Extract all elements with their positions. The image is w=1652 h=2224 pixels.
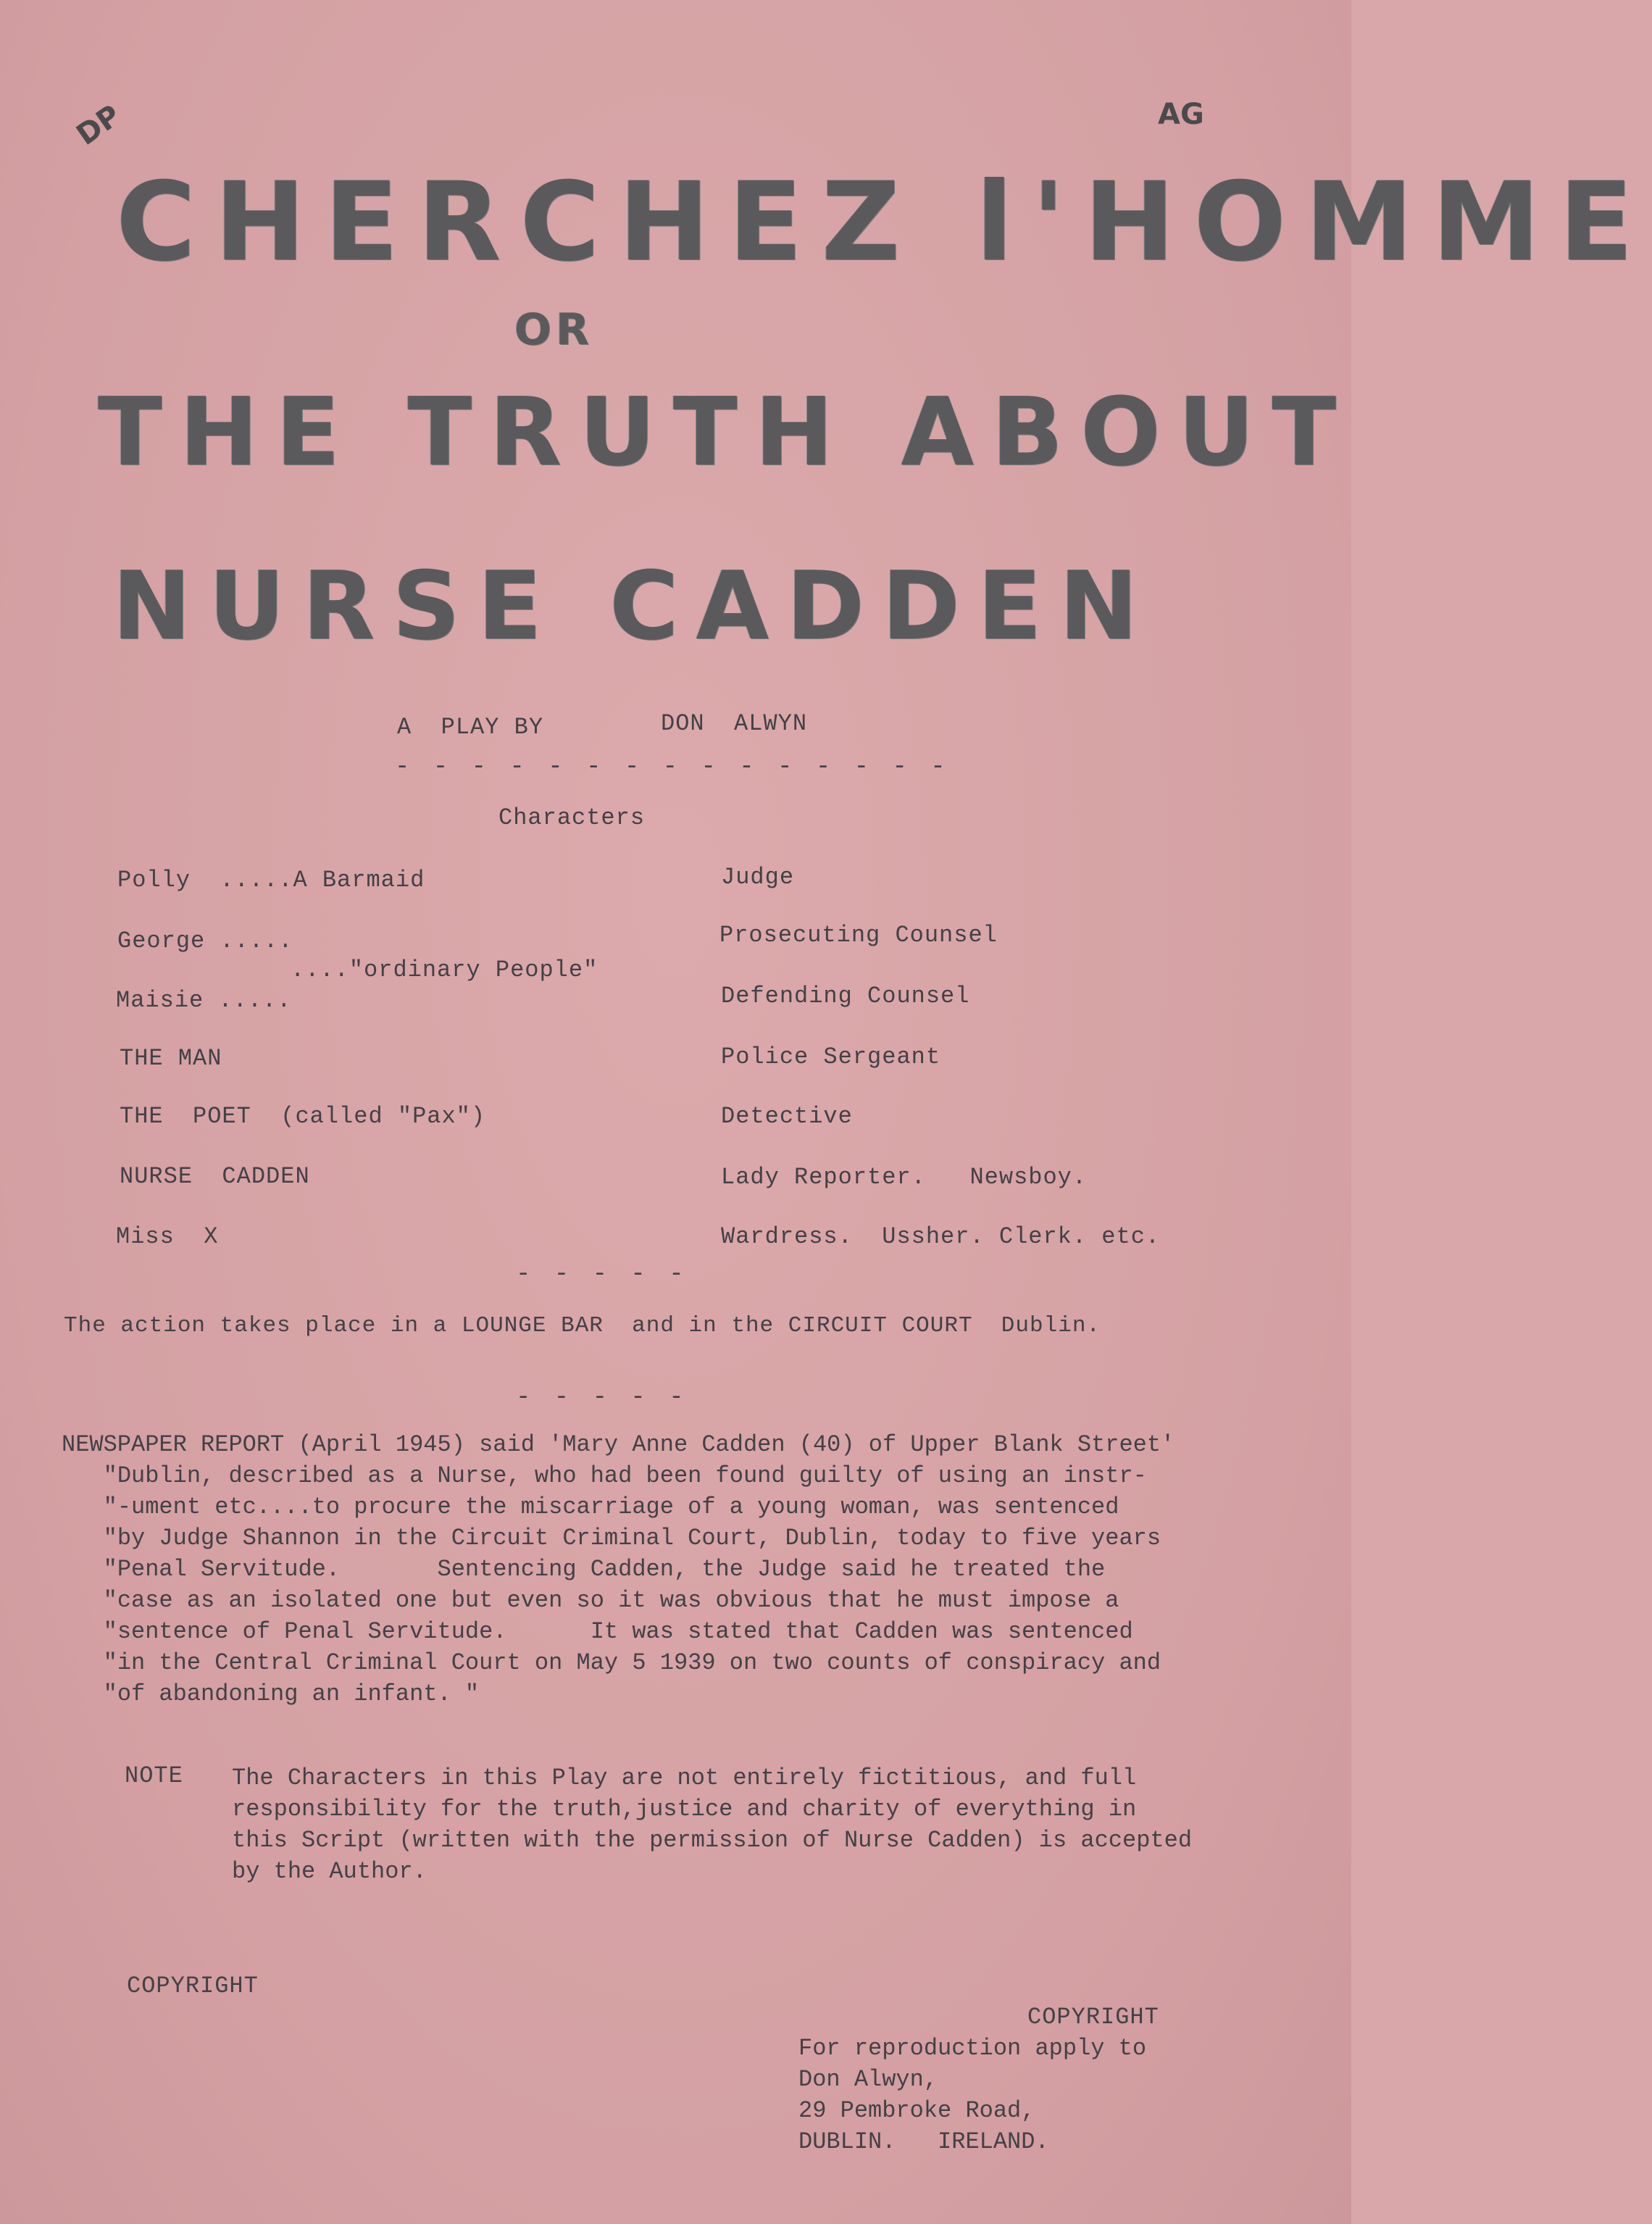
character-defending-counsel: Defending Counsel (721, 983, 970, 1009)
character-the-poet: THE POET (called "Pax") (120, 1103, 486, 1130)
address-line: For reproduction apply to (798, 2035, 1147, 2062)
report-line: NEWSPAPER REPORT (April 1945) said 'Mary Anne Cadden (40) of Upper Blank Street' (62, 1431, 1175, 1458)
character-prosecuting-counsel: Prosecuting Counsel (719, 922, 998, 949)
report-line: "case as an isolated one but even so it was obvious that he must impose a (62, 1587, 1119, 1614)
report-line: "in the Central Criminal Court on May 5 1939 on two counts of conspiracy and (62, 1649, 1161, 1676)
character-lady-reporter-newsboy: Lady Reporter. Newsboy. (721, 1164, 1088, 1191)
character-wardress-ussher-clerk: Wardress. Ussher. Clerk. etc. (721, 1223, 1161, 1250)
report-line: "of abandoning an infant. " (62, 1681, 480, 1707)
corner-mark-left: DP (70, 99, 128, 152)
note-line: The Characters in this Play are not entirely fictitious, and full (232, 1765, 1137, 1791)
report-line: "Dublin, described as a Nurse, who had been found guilty of using an instr- (62, 1462, 1147, 1489)
address-line: 29 Pembroke Road, (798, 2097, 1035, 2124)
character-police-sergeant: Police Sergeant (721, 1044, 941, 1070)
report-line: "-ument etc....to procure the miscarriage of a young woman, was sentenced (62, 1494, 1119, 1520)
action-setting: The action takes place in a LOUNGE BAR and in the CIRCUIT COURT Dublin. (64, 1313, 1101, 1338)
address-line: DUBLIN. IRELAND. (798, 2128, 1049, 2155)
rule-under-byline: - - - - - - - - - - - - - - - (395, 754, 950, 781)
report-line: "by Judge Shannon in the Circuit Criminal Court, Dublin, today to five years (62, 1525, 1161, 1552)
character-the-man: THE MAN (120, 1045, 222, 1072)
character-george: George ..... (117, 928, 293, 954)
rule-after-characters: - - - - - (516, 1261, 688, 1288)
byline-author: DON ALWYN (661, 710, 808, 737)
note-line: this Script (written with the permission of Nurse Cadden) is accepted (232, 1827, 1193, 1854)
note-line: responsibility for the truth,justice and charity of everything in (232, 1796, 1137, 1823)
character-maisie: Maisie ..... (116, 987, 292, 1014)
byline-prefix: A PLAY BY (397, 714, 544, 741)
character-polly: Polly .....A Barmaid (117, 867, 425, 894)
corner-mark-right: AG (1158, 98, 1204, 131)
title-cherchez-lhomme: CHERCHEZ l'HOMME (116, 159, 1652, 286)
copyright-right: COPYRIGHT (1027, 2004, 1159, 2031)
note-label: NOTE (125, 1762, 183, 1789)
character-nurse-cadden: NURSE CADDEN (120, 1163, 310, 1190)
address-line: Don Alwyn, (798, 2066, 938, 2093)
note-line: by the Author. (232, 1858, 427, 1885)
character-miss-x: Miss X (116, 1223, 219, 1250)
title-or: OR (514, 304, 594, 355)
report-line: "sentence of Penal Servitude. It was stated that Cadden was sentenced (62, 1618, 1133, 1645)
character-detective: Detective (721, 1103, 853, 1130)
character-judge: Judge (721, 864, 795, 891)
report-line: "Penal Servitude. Sentencing Cadden, the Judge said he treated the (62, 1556, 1106, 1583)
copyright-left: COPYRIGHT (127, 1973, 259, 1999)
characters-heading: Characters (498, 804, 646, 831)
character-ordinary-people: ...."ordinary People" (217, 957, 598, 983)
title-nurse-cadden: NURSE CADDEN (112, 551, 1156, 661)
rule-before-report: - - - - - (516, 1384, 688, 1412)
title-truth-about: THE TRUTH ABOUT (98, 377, 1354, 487)
